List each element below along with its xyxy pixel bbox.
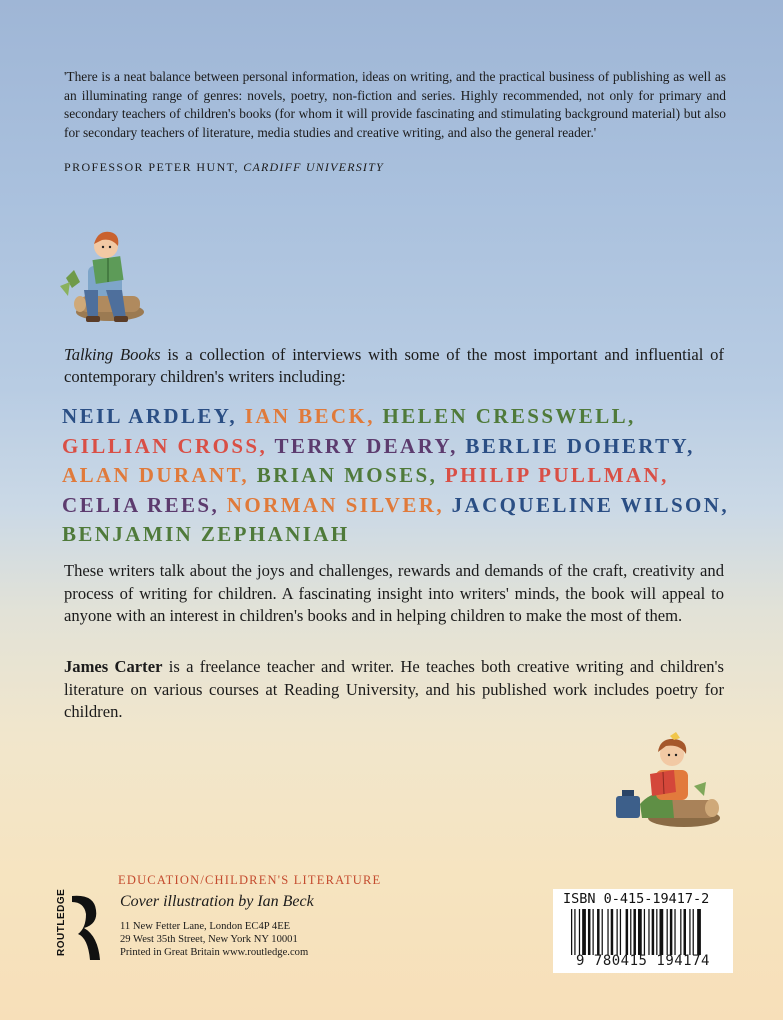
- writer-name: BRIAN MOSES,: [256, 463, 438, 487]
- writer-name: PHILIP PULLMAN,: [444, 463, 669, 487]
- barcode-icon: [571, 909, 727, 955]
- cover-credit: Cover illustration by Ian Beck: [120, 893, 314, 910]
- writer-name: HELEN CRESSWELL,: [382, 404, 636, 428]
- writer-name: BENJAMIN ZEPHANIAH: [62, 522, 350, 546]
- address-line: Printed in Great Britain www.routledge.com: [120, 947, 309, 958]
- routledge-logo: [50, 888, 110, 968]
- publisher-name: ROUTLEDGE: [56, 888, 67, 956]
- writer-name: IAN BECK,: [244, 404, 375, 428]
- writer-name: GILLIAN CROSS,: [62, 433, 268, 458]
- book-title: Talking Books: [64, 345, 161, 364]
- writer-name: BERLIE DOHERTY,: [465, 433, 695, 458]
- writer-name: CELIA REES,: [62, 492, 220, 517]
- author-bio: [64, 656, 724, 724]
- barcode-number: 9 780415 194174: [576, 953, 710, 969]
- attribution-name: PROFESSOR PETER HUNT,: [64, 160, 239, 174]
- isbn-barcode-box: [553, 889, 733, 973]
- author-bio-text: is a freelance teacher and writer. He teaches both creative writing and children's literature on various courses at Reading University, and his published work includes poetry for children.: [64, 657, 724, 721]
- subject-category: EDUCATION/CHILDREN'S LITERATURE: [118, 873, 382, 887]
- review-quote: 'There is a neat balance between personal information, ideas on writing, and the practical business of publishing as well as an illuminating range of genres: novels, poetry, non-fiction and series. Highly recommended, not only for primary and secondary teachers of children's books (for whom it will provide fascinating and stimulating background material) but also for secondary teachers of literature, media studies and creative writing, and also the general reader.': [64, 69, 726, 140]
- boy-reading-illustration: [58, 226, 156, 328]
- author-name: James Carter: [64, 657, 163, 676]
- writer-name: TERRY DEARY,: [274, 433, 458, 458]
- intro-paragraph: [64, 344, 724, 388]
- address-line: 11 New Fetter Lane, London EC4P 4EE: [120, 921, 291, 932]
- writer-name: NORMAN SILVER,: [226, 492, 444, 517]
- writers-list: [62, 402, 730, 550]
- quote-attribution: [64, 160, 384, 175]
- description-paragraph: These writers talk about the joys and challenges, rewards and demands of the craft, creativity and process of writing for children. A fascinating insight into writers' minds, the book will appeal to anyone with an interest in children's books and in helping children to make the most of them.: [64, 561, 724, 625]
- writer-name: NEIL ARDLEY,: [62, 404, 238, 428]
- publisher-addresses: [120, 920, 308, 959]
- girl-reading-illustration: [614, 730, 722, 830]
- intro-text: is a collection of interviews with some of the most important and influential of contemporary children's writers including:: [64, 345, 724, 386]
- writer-name: ALAN DURANT,: [62, 463, 250, 487]
- attribution-place: CARDIFF UNIVERSITY: [243, 160, 384, 174]
- writer-name: JACQUELINE WILSON,: [451, 492, 729, 517]
- isbn-label: ISBN 0-415-19417-2: [563, 891, 710, 907]
- address-line: 29 West 35th Street, New York NY 10001: [120, 934, 298, 945]
